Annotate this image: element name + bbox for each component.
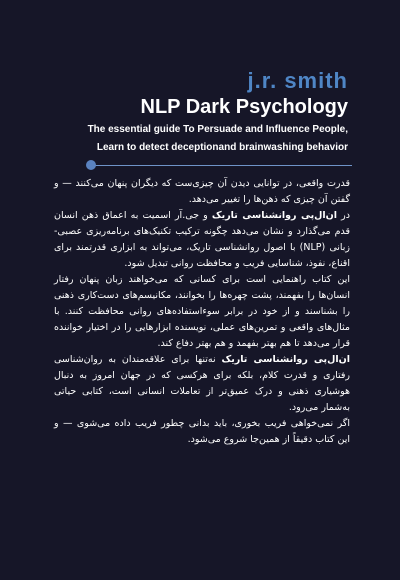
paragraph-3: این کتاب راهنمایی است برای کسانی که می‌خواهند زبان پنهان رفتار انسان‌ها را بفهمند، پشت چهره‌ها را بخوانند، مکانیسم‌های دست‌کاری ذهنی را بشناسند و از خود در برابر سوءاستفاده‌های روانی محافظت کنند. با مثال‌های واقعی و تمرین‌های عملی، نویسنده ابزارهایی را در اختیار خواننده قرار می‌دهد تا هم بهتر بفهمد و هم بهتر دفاع کند.	[54, 274, 350, 349]
paragraph-4	[54, 352, 350, 416]
paragraph-2-intro: در	[337, 210, 350, 221]
divider-line	[90, 165, 352, 166]
divider-dot	[86, 160, 96, 170]
paragraph-1: قدرت واقعی، در توانایی دیدن آن چیزی‌ست که دیگران پنهان می‌کنند — و گفتن آن چیزی که ذهن‌ها را تغییر می‌دهد.	[54, 178, 350, 205]
paragraph-5: اگر نمی‌خواهی فریب بخوری، باید بدانی چطور فریب داده می‌شوی — و این کتاب دقیقاً از همین‌جا شروع می‌شود.	[54, 418, 350, 445]
author-name: j.r. smith	[247, 68, 348, 93]
paragraph-2-rest: و جی.آر اسمیت به اعماق ذهن انسان قدم می‌گذارد و نشان می‌دهد چگونه ترکیب تکنیک‌های برنامه‌ریزی عصبی-زبانی (NLP) با اصول روانشناسی تاریک، می‌تواند به ابزاری قدرتمند برای اقناع، نفوذ، شناسایی فریب و محافظت روانی تبدیل شود.	[54, 210, 351, 269]
paragraph-2-bold-title: ان‌ال‌پی روانشناسی تاریک	[211, 210, 337, 221]
paragraph-2	[54, 208, 350, 272]
paragraph-4-rest: نه‌تنها برای علاقه‌مندان به روان‌شناسی رفتاری و قدرت کلام، بلکه برای هرکسی که در جهان امروز به دنبال هوشیاری ذهنی و درک عمیق‌تر از تعاملات انسانی است، کتابی حیاتی به‌شمار می‌رود.	[54, 354, 350, 413]
paragraph-4-bold-title: ان‌ال‌پی روانشناسی تاریک	[221, 354, 350, 365]
subtitle-line-1: The essential guide To Persuade and Influence People,	[87, 124, 348, 135]
book-title: NLP Dark Psychology	[140, 96, 348, 118]
subtitle-line-2: Learn to detect deceptionand brainwashing behavior	[96, 142, 348, 153]
back-cover-description	[54, 176, 350, 448]
